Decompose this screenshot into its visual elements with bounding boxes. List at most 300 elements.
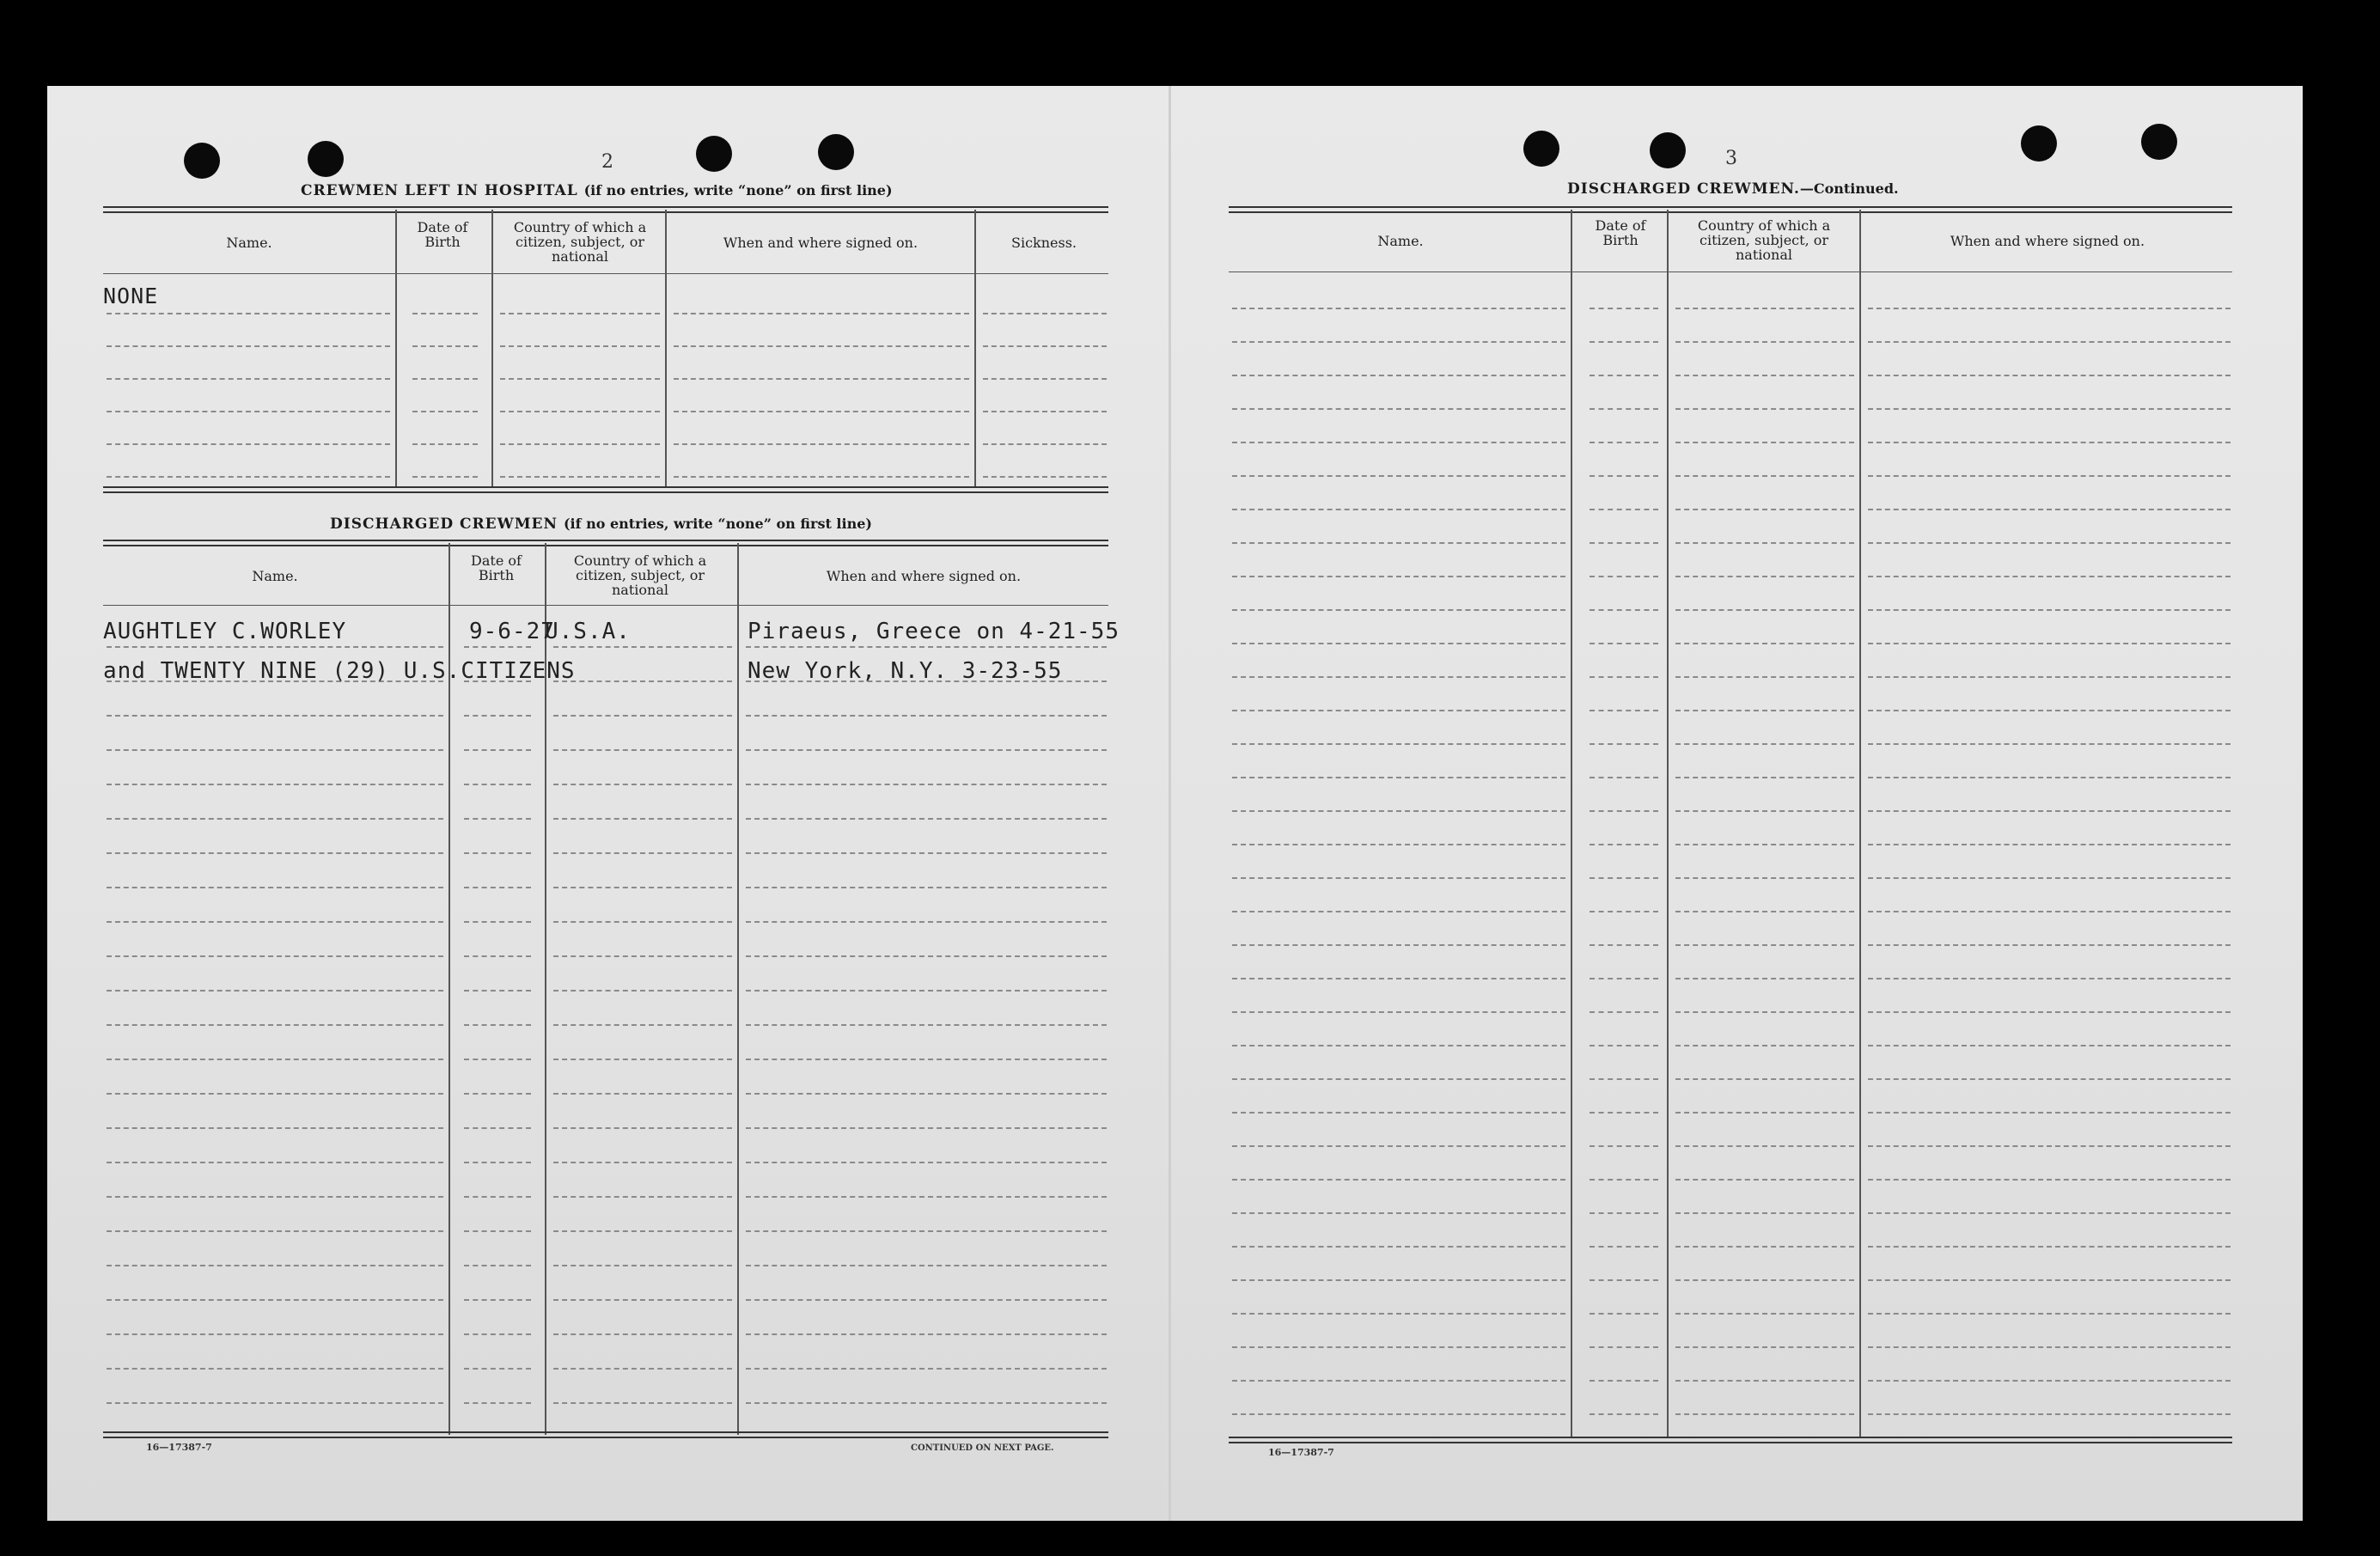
ruled-line	[1232, 1112, 1565, 1114]
ruled-line	[1590, 877, 1658, 879]
ruled-line	[746, 818, 1107, 820]
ruled-line	[1232, 877, 1565, 879]
ruled-line	[1868, 1346, 2230, 1348]
ruled-line	[1232, 743, 1565, 745]
discharged-row-1-signed: Piraeus, Greece on 4-21-55	[748, 619, 1120, 644]
ruled-line	[674, 476, 969, 478]
ruled-line	[1232, 442, 1565, 443]
right-col-divider	[1667, 210, 1669, 1438]
discharged-title: DISCHARGED CREWMEN	[330, 516, 558, 533]
ruled-line	[1590, 1279, 1658, 1281]
ruled-line	[553, 1059, 732, 1060]
ruled-line	[553, 1024, 732, 1026]
ruled-line	[553, 921, 732, 923]
ruled-line	[1590, 308, 1658, 309]
ruled-line	[1590, 1346, 1658, 1348]
ruled-line	[1868, 576, 2230, 577]
ruled-line	[107, 646, 443, 648]
ruled-line	[1675, 542, 1854, 544]
hospital-col-divider	[491, 210, 493, 488]
ruled-line	[1232, 408, 1565, 410]
ruled-line	[1868, 542, 2230, 544]
ruled-line	[1590, 1078, 1658, 1080]
ruled-line	[464, 818, 531, 820]
ruled-line	[1232, 944, 1565, 946]
continued-note: CONTINUED ON NEXT PAGE.	[911, 1443, 1054, 1453]
ruled-line	[1590, 1313, 1658, 1315]
discharged-section-title	[330, 516, 872, 533]
ruled-line	[1868, 509, 2230, 510]
ruled-line	[107, 1230, 443, 1232]
ruled-line	[1675, 509, 1854, 510]
discharged-row-1-dob: 9-6-27	[469, 619, 555, 644]
ruled-line	[1232, 1380, 1565, 1382]
ruled-line	[1868, 944, 2230, 946]
ruled-line	[1590, 1011, 1658, 1013]
right-header-name: Name.	[1377, 233, 1424, 249]
ruled-line	[553, 646, 732, 648]
ruled-line	[107, 990, 443, 992]
ruled-line	[107, 411, 390, 412]
ruled-line	[1675, 643, 1854, 644]
ruled-line	[1868, 877, 2230, 879]
ruled-line	[746, 1059, 1107, 1060]
ruled-line	[1868, 1145, 2230, 1147]
ruled-line	[464, 1093, 531, 1095]
ruled-line	[1232, 777, 1565, 778]
ruled-line	[107, 313, 390, 314]
ruled-line	[1232, 1313, 1565, 1315]
ruled-line	[1232, 1413, 1565, 1415]
ruled-line	[746, 852, 1107, 854]
ruled-line	[1868, 911, 2230, 912]
ruled-line	[1590, 576, 1658, 577]
ruled-line	[1675, 1145, 1854, 1147]
ruled-line	[464, 1196, 531, 1198]
ruled-line	[1675, 1413, 1854, 1415]
ruled-line	[1590, 542, 1658, 544]
ruled-line	[746, 1265, 1107, 1266]
ruled-line	[464, 887, 531, 888]
ruled-line	[983, 313, 1107, 314]
ruled-line	[1675, 1078, 1854, 1080]
ruled-line	[1868, 643, 2230, 644]
right-col-divider	[1571, 210, 1572, 1438]
ruled-line	[107, 1333, 443, 1335]
ruled-line	[983, 345, 1107, 347]
ruled-line	[746, 1402, 1107, 1404]
ruled-line	[1675, 911, 1854, 912]
ruled-line	[1590, 743, 1658, 745]
ruled-line	[1590, 1413, 1658, 1415]
hospital-title: CREWMEN LEFT IN HOSPITAL	[301, 182, 578, 199]
hospital-header-rule	[103, 273, 1108, 274]
ruled-line	[1675, 375, 1854, 376]
hospital-bottom-rule	[103, 486, 1108, 493]
ruled-line	[746, 990, 1107, 992]
ruled-line	[1232, 1212, 1565, 1214]
ruled-line	[1590, 676, 1658, 678]
ruled-line	[553, 1299, 732, 1301]
ruled-line	[1868, 609, 2230, 611]
ruled-line	[1590, 810, 1658, 812]
ruled-line	[412, 411, 478, 412]
ruled-line	[746, 1024, 1107, 1026]
ruled-line	[553, 749, 732, 751]
ruled-line	[746, 749, 1107, 751]
ruled-line	[1868, 1179, 2230, 1181]
ruled-line	[464, 749, 531, 751]
ruled-line	[1232, 1011, 1565, 1013]
discharged-header-name: Name.	[252, 568, 298, 584]
punch-hole	[2141, 124, 2177, 160]
ruled-line	[464, 1024, 531, 1026]
punch-hole	[1523, 131, 1559, 167]
ruled-line	[1868, 1380, 2230, 1382]
ruled-line	[553, 852, 732, 854]
ruled-line	[553, 1127, 732, 1129]
ruled-line	[1675, 877, 1854, 879]
ruled-line	[107, 1368, 443, 1370]
ruled-line	[464, 1333, 531, 1335]
punch-hole	[308, 141, 344, 177]
ruled-line	[107, 1265, 443, 1266]
left-form-number: 16—17387-7	[146, 1442, 212, 1453]
ruled-line	[1675, 1112, 1854, 1114]
ruled-line	[1675, 1380, 1854, 1382]
ruled-line	[1868, 1045, 2230, 1046]
ruled-line	[1232, 710, 1565, 711]
ruled-line	[464, 1230, 531, 1232]
discharged-row-2-name: and TWENTY NINE (29) U.S.CITIZENS	[103, 658, 576, 684]
ruled-line	[1868, 777, 2230, 778]
ruled-line	[464, 955, 531, 957]
ruled-line	[1590, 1212, 1658, 1214]
ruled-line	[464, 1299, 531, 1301]
ruled-line	[1232, 475, 1565, 477]
right-form-number: 16—17387-7	[1268, 1447, 1334, 1458]
ruled-line	[1675, 1179, 1854, 1181]
ruled-line	[1590, 944, 1658, 946]
punch-hole	[696, 136, 732, 172]
ruled-line	[1590, 375, 1658, 376]
ruled-line	[983, 443, 1107, 445]
ruled-line	[746, 1127, 1107, 1129]
ruled-line	[1590, 1145, 1658, 1147]
discharged-bottom-rule	[103, 1431, 1108, 1438]
ruled-line	[1232, 341, 1565, 343]
ruled-line	[1675, 341, 1854, 343]
ruled-line	[1868, 1246, 2230, 1248]
ruled-line	[746, 1162, 1107, 1163]
right-header-country: Country of which a citizen, subject, or national	[1697, 217, 1831, 263]
ruled-line	[464, 784, 531, 785]
ruled-line	[107, 1127, 443, 1129]
ruled-line	[1868, 1313, 2230, 1315]
right-header-dob: Date of Birth	[1595, 217, 1646, 248]
right-col-divider	[1859, 210, 1861, 1438]
discharged-col-divider	[737, 543, 739, 1435]
discharged-row-2-signed: New York, N.Y. 3-23-55	[748, 658, 1063, 684]
ruled-line	[107, 818, 443, 820]
ruled-line	[746, 1299, 1107, 1301]
document-sheet	[47, 86, 2303, 1521]
ruled-line	[674, 378, 969, 380]
punch-hole	[1650, 132, 1686, 168]
ruled-line	[1868, 1112, 2230, 1114]
ruled-line	[107, 1059, 443, 1060]
hospital-header-country: Country of which a citizen, subject, or national	[513, 219, 647, 265]
ruled-line	[1232, 542, 1565, 544]
ruled-line	[1675, 1346, 1854, 1348]
ruled-line	[1232, 308, 1565, 309]
ruled-line	[553, 1162, 732, 1163]
ruled-line	[1232, 978, 1565, 979]
ruled-line	[1675, 743, 1854, 745]
ruled-line	[553, 1333, 732, 1335]
hospital-header-name: Name.	[226, 235, 272, 251]
ruled-line	[464, 1059, 531, 1060]
ruled-line	[107, 1196, 443, 1198]
ruled-line	[107, 1162, 443, 1163]
right-top-rule	[1229, 206, 2232, 213]
ruled-line	[1868, 1011, 2230, 1013]
ruled-line	[1868, 308, 2230, 309]
ruled-line	[1590, 1112, 1658, 1114]
ruled-line	[674, 411, 969, 412]
ruled-line	[746, 887, 1107, 888]
ruled-line	[1868, 375, 2230, 376]
right-header-signed: When and where signed on.	[1950, 233, 2145, 249]
page-number: 3	[1725, 148, 1737, 169]
ruled-line	[1675, 810, 1854, 812]
ruled-line	[464, 990, 531, 992]
ruled-line	[464, 1368, 531, 1370]
ruled-line	[1675, 710, 1854, 711]
ruled-line	[746, 646, 1107, 648]
page-fold	[1169, 86, 1171, 1521]
ruled-line	[107, 378, 390, 380]
hospital-entry-none: NONE	[103, 284, 159, 308]
ruled-line	[107, 784, 443, 785]
ruled-line	[553, 955, 732, 957]
ruled-line	[1675, 576, 1854, 577]
discharged-header-rule	[103, 605, 1108, 606]
ruled-line	[464, 1162, 531, 1163]
right-title-suffix: —Continued.	[1799, 180, 1899, 197]
ruled-line	[107, 1299, 443, 1301]
ruled-line	[1590, 341, 1658, 343]
ruled-line	[746, 1230, 1107, 1232]
hospital-col-divider	[395, 210, 397, 488]
ruled-line	[553, 990, 732, 992]
discharged-subtitle: (if no entries, write “none” on first line)	[563, 516, 872, 532]
ruled-line	[553, 1402, 732, 1404]
ruled-line	[1868, 710, 2230, 711]
ruled-line	[1675, 408, 1854, 410]
ruled-line	[1232, 1078, 1565, 1080]
ruled-line	[1232, 1246, 1565, 1248]
ruled-line	[1868, 408, 2230, 410]
right-bottom-rule	[1229, 1437, 2232, 1443]
ruled-line	[1590, 442, 1658, 443]
ruled-line	[412, 476, 478, 478]
ruled-line	[1232, 676, 1565, 678]
hospital-header-signed: When and where signed on.	[723, 235, 918, 251]
ruled-line	[1232, 509, 1565, 510]
ruled-line	[1868, 1078, 2230, 1080]
ruled-line	[746, 1368, 1107, 1370]
discharged-header-signed: When and where signed on.	[826, 568, 1022, 584]
ruled-line	[983, 476, 1107, 478]
ruled-line	[500, 313, 660, 314]
ruled-line	[553, 784, 732, 785]
ruled-line	[553, 1368, 732, 1370]
ruled-line	[464, 1127, 531, 1129]
ruled-line	[107, 887, 443, 888]
discharged-header-dob: Date of Birth	[471, 552, 522, 583]
ruled-line	[464, 715, 531, 717]
ruled-line	[1868, 341, 2230, 343]
ruled-line	[1675, 1045, 1854, 1046]
ruled-line	[1868, 475, 2230, 477]
ruled-line	[107, 345, 390, 347]
ruled-line	[746, 715, 1107, 717]
ruled-line	[1868, 676, 2230, 678]
ruled-line	[1590, 777, 1658, 778]
ruled-line	[500, 443, 660, 445]
ruled-line	[553, 1093, 732, 1095]
ruled-line	[553, 887, 732, 888]
ruled-line	[107, 955, 443, 957]
ruled-line	[674, 313, 969, 314]
ruled-line	[464, 852, 531, 854]
ruled-line	[464, 646, 531, 648]
ruled-line	[1590, 609, 1658, 611]
punch-hole	[2021, 125, 2057, 162]
ruled-line	[1868, 810, 2230, 812]
punch-hole	[184, 143, 220, 179]
discharged-header-country: Country of which a citizen, subject, or national	[573, 552, 707, 598]
ruled-line	[1232, 1346, 1565, 1348]
ruled-line	[553, 715, 732, 717]
ruled-line	[746, 1093, 1107, 1095]
ruled-line	[1675, 978, 1854, 979]
ruled-line	[500, 476, 660, 478]
ruled-line	[1675, 442, 1854, 443]
ruled-line	[1675, 777, 1854, 778]
ruled-line	[412, 443, 478, 445]
ruled-line	[746, 921, 1107, 923]
ruled-line	[1232, 911, 1565, 912]
ruled-line	[746, 955, 1107, 957]
ruled-line	[1868, 1212, 2230, 1214]
ruled-line	[746, 1333, 1107, 1335]
ruled-line	[1868, 743, 2230, 745]
ruled-line	[107, 1093, 443, 1095]
ruled-line	[107, 715, 443, 717]
ruled-line	[1675, 1313, 1854, 1315]
ruled-line	[1590, 978, 1658, 979]
ruled-line	[1675, 475, 1854, 477]
ruled-line	[107, 476, 390, 478]
ruled-line	[553, 818, 732, 820]
ruled-line	[1590, 408, 1658, 410]
ruled-line	[1675, 1212, 1854, 1214]
ruled-line	[746, 1196, 1107, 1198]
ruled-line	[1590, 911, 1658, 912]
ruled-line	[1868, 844, 2230, 845]
ruled-line	[1675, 308, 1854, 309]
ruled-line	[1590, 643, 1658, 644]
ruled-line	[464, 1265, 531, 1266]
ruled-line	[107, 1402, 443, 1404]
discharged-row-1-name: AUGHTLEY C.WORLEY	[103, 619, 347, 644]
ruled-line	[107, 1024, 443, 1026]
ruled-line	[1232, 810, 1565, 812]
ruled-line	[500, 411, 660, 412]
ruled-line	[1232, 375, 1565, 376]
ruled-line	[1232, 609, 1565, 611]
ruled-line	[107, 749, 443, 751]
ruled-line	[1590, 844, 1658, 845]
ruled-line	[983, 411, 1107, 412]
ruled-line	[412, 345, 478, 347]
ruled-line	[1675, 676, 1854, 678]
right-title: DISCHARGED CREWMEN.	[1567, 180, 1800, 198]
hospital-subtitle: (if no entries, write “none” on first line)	[583, 182, 893, 198]
ruled-line	[553, 1230, 732, 1232]
ruled-line	[1675, 1246, 1854, 1248]
right-section-title	[1567, 180, 1899, 198]
ruled-line	[464, 921, 531, 923]
ruled-line	[1868, 1413, 2230, 1415]
ruled-line	[1232, 1045, 1565, 1046]
ruled-line	[1590, 1380, 1658, 1382]
ruled-line	[1232, 1279, 1565, 1281]
ruled-line	[553, 1196, 732, 1198]
ruled-line	[1868, 1279, 2230, 1281]
ruled-line	[1590, 509, 1658, 510]
ruled-line	[1675, 844, 1854, 845]
ruled-line	[1590, 1179, 1658, 1181]
ruled-line	[1232, 1145, 1565, 1147]
ruled-line	[1590, 1246, 1658, 1248]
hospital-col-divider	[974, 210, 976, 488]
hospital-section-title	[301, 182, 893, 199]
ruled-line	[1868, 978, 2230, 979]
ruled-line	[412, 313, 478, 314]
discharged-top-rule	[103, 540, 1108, 546]
ruled-line	[674, 443, 969, 445]
ruled-line	[983, 378, 1107, 380]
discharged-row-1-country: U.S.A.	[545, 619, 631, 644]
hospital-header-dob: Date of Birth	[417, 219, 468, 250]
ruled-line	[107, 852, 443, 854]
ruled-line	[553, 680, 732, 682]
hospital-col-divider	[665, 210, 667, 488]
ruled-line	[1590, 1045, 1658, 1046]
ruled-line	[500, 378, 660, 380]
hospital-header-sickness: Sickness.	[1010, 235, 1077, 251]
ruled-line	[1590, 475, 1658, 477]
punch-hole	[818, 134, 854, 170]
page-number: 2	[601, 151, 613, 173]
hospital-top-rule	[103, 206, 1108, 213]
ruled-line	[1868, 442, 2230, 443]
ruled-line	[107, 921, 443, 923]
ruled-line	[1590, 710, 1658, 711]
